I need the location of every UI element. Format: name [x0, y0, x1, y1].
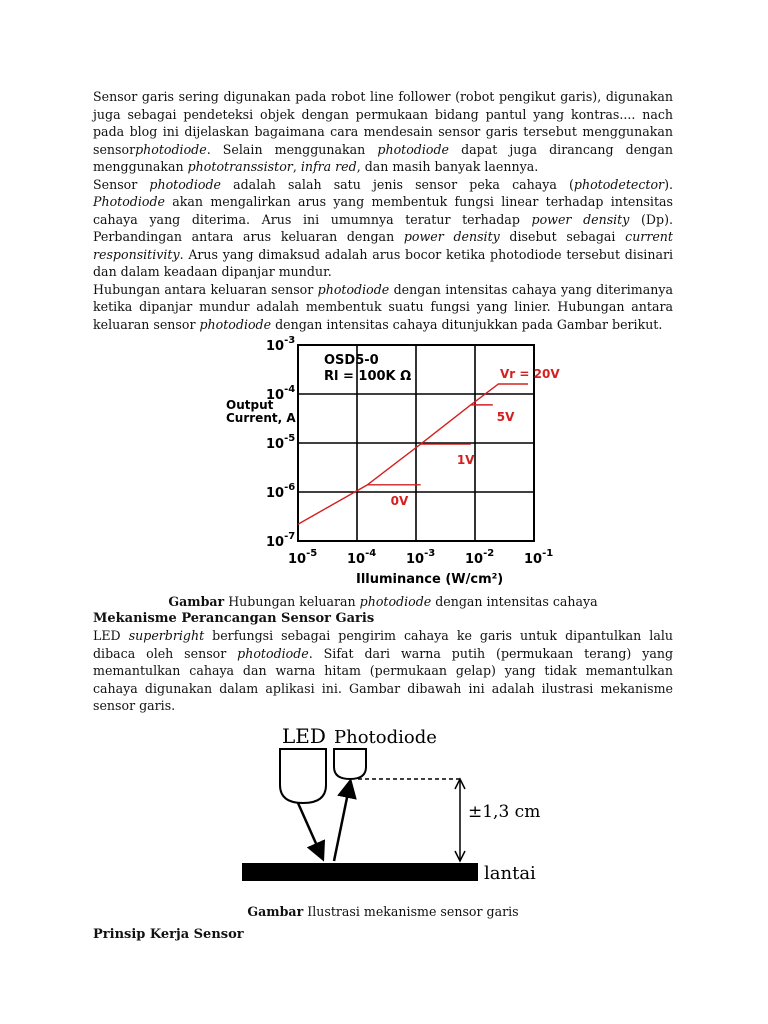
- x-tick-label: $10^{-1}$: [524, 548, 554, 567]
- led-label: LED: [282, 723, 326, 748]
- y-tick-label: $10^{-3}$: [266, 335, 296, 354]
- caption-figure-1: Gambar Hubungan keluaran photodiode dengan intensitas cahaya: [168, 594, 598, 609]
- load-label: Rl = 100K Ω: [324, 369, 412, 384]
- output-current-chart: [226, 335, 560, 589]
- paragraph-photodiode: Sensor photodiode adalah salah satu jenis sensor peka cahaya (photodetector). Photodiode akan mengalirkan arus yang membentuk fungsi linear terhadap intensitas cahaya yang diterima. Arus ini umumnya teratur terhadap power density (Dp). Perbandingan antara arus keluaran dengan power density disebut sebagai current responsitivity. Arus yang dimaksud adalah arus bocor ketika photodiode tersebut disinari dan dalam keadaan dipanjar mundur.: [93, 176, 673, 279]
- paragraph-relation: Hubungan antara keluaran sensor photodiode dengan intensitas cahaya yang diterimanya ketika dipanjar mundur adalah membentuk suatu fungsi yang linier. Hubungan antara keluaran sensor photodiode dengan intensitas cahaya ditunjukkan pada Gambar berikut.: [93, 281, 673, 332]
- photodiode-label: Photodiode: [334, 726, 437, 748]
- paragraph-intro: Sensor garis sering digunakan pada robot line follower (robot pengikut garis), digunakan juga sebagai pendeteksi objek dengan permukaan bidang pantul yang kontras.... nach pada blog ini dijelaskan bagaimana cara mendesain sensor garis tersebut menggunakan sensorphotodiode. Selain menggunakan photodiode dapat juga dirancang dengan menggunakan phototranssistor, infra red, dan masih banyak laennya.: [93, 89, 673, 174]
- y-tick-label: $10^{-5}$: [266, 433, 296, 452]
- device-label: OSD5-0: [324, 353, 379, 368]
- y-axis-label: Current, A: [226, 411, 296, 425]
- x-tick-label: $10^{-2}$: [465, 548, 495, 567]
- x-tick-label: $10^{-3}$: [406, 548, 436, 567]
- reflected-light-arrow: [334, 783, 350, 861]
- series-label: 1V: [456, 453, 475, 468]
- series-label: 5V: [496, 409, 515, 424]
- floor-label: lantai: [484, 862, 536, 884]
- figure-sensor-illustration: [93, 715, 673, 903]
- y-tick-label: $10^{-7}$: [266, 531, 296, 550]
- x-tick-label: $10^{-5}$: [288, 548, 318, 567]
- series-line: [367, 444, 470, 485]
- distance-label: ±1,3 cm: [468, 801, 541, 822]
- series-line: [421, 405, 493, 444]
- y-axis-label: Output: [226, 398, 274, 412]
- y-tick-label: $10^{-6}$: [266, 482, 296, 501]
- x-tick-label: $10^{-4}$: [347, 548, 377, 567]
- paragraph-mechanism: LED superbright berfungsi sebagai pengirim cahaya ke garis untuk dipantulkan lalu dibaca oleh sensor photodiode. Sifat dari warna putih (permukaan terang) yang memantulkan cahaya dan warna hitam (permukaan gelap) yang tidak memantulkan cahaya digunakan dalam aplikasi ini. Gambar dibawah ini adalah ilustrasi mekanisme sensor garis.: [93, 628, 674, 713]
- figure-photodiode-chart: [93, 333, 673, 591]
- y-tick-label: $10^{-4}$: [266, 384, 296, 403]
- x-axis-label: Illuminance (W/cm²): [356, 572, 504, 587]
- sensor-mechanism-illustration: [242, 723, 541, 884]
- series-label: Vr = 20V: [500, 366, 560, 381]
- heading-mekanisme: Mekanisme Perancangan Sensor Garis: [93, 611, 375, 626]
- heading-prinsip: Prinsip Kerja Sensor: [93, 926, 244, 942]
- series-label: 0V: [390, 493, 409, 508]
- caption-figure-2: Gambar Ilustrasi mekanisme sensor garis: [247, 903, 519, 919]
- floor-surface: [242, 863, 478, 881]
- photodiode-shape: [334, 749, 366, 779]
- document-page: [93, 88, 673, 943]
- emitted-light-arrow: [298, 803, 322, 857]
- led-shape: [280, 749, 326, 803]
